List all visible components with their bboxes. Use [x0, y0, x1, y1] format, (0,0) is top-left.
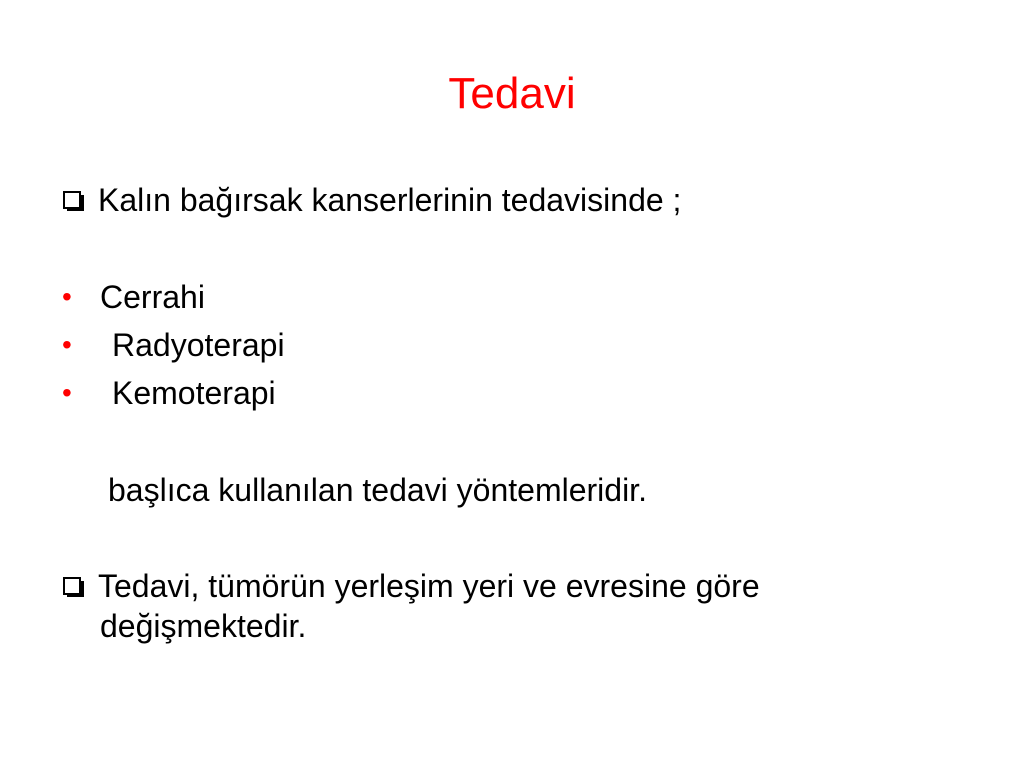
treatment-item: Cerrahi [100, 279, 205, 315]
bullet-icon: • [62, 329, 72, 360]
note-text-line2: değişmektedir. [100, 608, 307, 644]
summary-text: başlıca kullanılan tedavi yöntemleridir. [108, 472, 647, 508]
treatment-item: Radyoterapi [112, 327, 285, 363]
bullet-icon: • [62, 377, 72, 408]
note-text-line1: Tedavi, tümörün yerleşim yeri ve evresine göre [98, 568, 760, 604]
intro-text: Kalın bağırsak kanserlerinin tedavisinde ; [98, 182, 682, 218]
checkbox-icon [62, 180, 90, 220]
checkbox-icon [62, 566, 90, 606]
slide-title: Tedavi [448, 69, 576, 118]
treatment-item: Kemoterapi [112, 375, 276, 411]
bullet-icon: • [62, 281, 72, 312]
